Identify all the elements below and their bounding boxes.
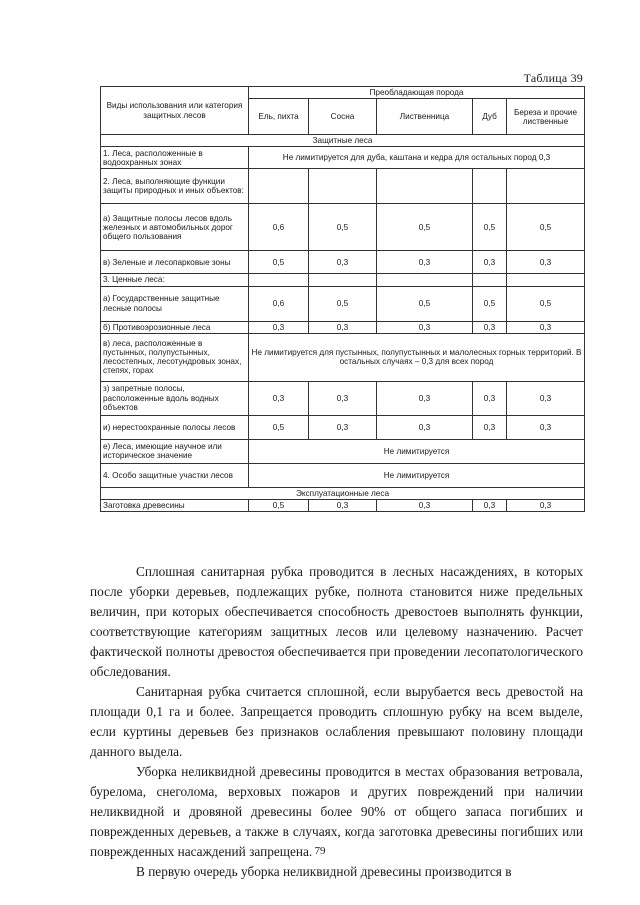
paragraph: В первую очередь уборка неликвидной древесины производится в [136, 864, 512, 879]
page-number: 79 [314, 845, 326, 857]
value-cell: 0,5 [249, 499, 309, 511]
value-cell: 0,3 [249, 321, 309, 333]
value-cell: 0,3 [309, 251, 377, 274]
value-cell: 0,3 [507, 321, 585, 333]
table-row [101, 147, 585, 169]
table-row [101, 333, 585, 381]
table-row [101, 439, 585, 463]
section-row-protective [101, 135, 585, 147]
table-row [101, 463, 585, 487]
row-label: б) Противоэрозионные леса [101, 321, 249, 333]
row-label: 3. Ценные леса: [101, 274, 249, 286]
value-cell: 0,3 [309, 321, 377, 333]
section-protective-forests: Защитные леса [101, 135, 585, 147]
body-text [90, 562, 583, 882]
value-cell: 0,3 [377, 381, 473, 415]
row-label: 1. Леса, расположенные в водоохранных зонах [101, 147, 249, 169]
value-cell: 0,5 [309, 204, 377, 251]
col-pine: Сосна [309, 99, 377, 135]
row-label: Заготовка древесины [101, 499, 249, 511]
row-label: в) Зеленые и лесопарковые зоны [101, 251, 249, 274]
value-cell: 0,5 [249, 251, 309, 274]
header-category: Виды использования или категория защитных лесов [101, 87, 249, 135]
row-label: з) запретные полосы, расположенные вдоль водных объектов [101, 381, 249, 415]
table-row [101, 499, 585, 511]
value-cell: 0,3 [377, 321, 473, 333]
row-note: Не лимитируется [249, 439, 585, 463]
value-cell: 0,5 [377, 204, 473, 251]
col-larch: Лиственница [377, 99, 473, 135]
value-cell: 0,5 [507, 286, 585, 321]
table-row [101, 251, 585, 274]
table-row [101, 204, 585, 251]
value-cell: 0,3 [309, 499, 377, 511]
paragraph: Санитарная рубка считается сплошной, если вырубается весь древостой на площади 0,1 га и более. Запрещается проводить сплошную рубку на всем выделе, если куртины деревьев без признаков ослабления превышают половину площади данного выдела. [90, 684, 583, 759]
value-cell: 0,3 [473, 381, 507, 415]
value-cell: 0,3 [473, 251, 507, 274]
value-cell: 0,3 [507, 415, 585, 439]
value-cell: 0,5 [309, 286, 377, 321]
value-cell: 0,3 [249, 381, 309, 415]
section-exploitation-forests: Эксплуатационные леса [101, 487, 585, 499]
row-label: е) Леса, имеющие научное или историческое значение [101, 439, 249, 463]
value-cell: 0,6 [249, 286, 309, 321]
row-note: Не лимитируется для пустынных, полупустынных и малолесных горных территорий. В остальных случаях – 0,3 для всех пород [249, 333, 585, 381]
table-row [101, 381, 585, 415]
value-cell: 0,3 [473, 415, 507, 439]
value-cell: 0,6 [249, 204, 309, 251]
col-birch-other: Береза и прочие лиственные [507, 99, 585, 135]
table-row [101, 321, 585, 333]
header-dominant-species: Преобладающая порода [249, 87, 585, 99]
value-cell: 0,3 [309, 415, 377, 439]
table-header-row [101, 87, 585, 99]
value-cell: 0,3 [507, 381, 585, 415]
row-note: Не лимитируется для дуба, каштана и кедра для остальных пород 0,3 [249, 147, 585, 169]
col-oak: Дуб [473, 99, 507, 135]
col-spruce-fir: Ель, пихта [249, 99, 309, 135]
table-row [101, 286, 585, 321]
table-title: Таблица 39 [523, 71, 583, 85]
value-cell: 0,3 [473, 499, 507, 511]
value-cell: 0,5 [249, 415, 309, 439]
cutting-density-table [100, 86, 585, 512]
table-row [101, 274, 585, 286]
value-cell: 0,5 [377, 286, 473, 321]
value-cell: 0,5 [507, 204, 585, 251]
row-label: и) нерестоохранные полосы лесов [101, 415, 249, 439]
value-cell: 0,3 [507, 499, 585, 511]
value-cell: 0,3 [377, 499, 473, 511]
value-cell: 0,3 [507, 251, 585, 274]
value-cell: 0,3 [473, 321, 507, 333]
paragraph: Уборка неликвидной древесины проводится в местах образования ветровала, бурелома, снеголома, верховых пожаров и других повреждений при наличии неликвидной и дровяной древесины более 90% от общего запаса погибших и поврежденных деревьев, а также в случаях, когда заготовка древесины погибших или поврежденных насаждений запрещена. [90, 764, 583, 859]
section-row-exploitation [101, 487, 585, 499]
paragraph: Сплошная санитарная рубка проводится в лесных насаждениях, в которых после уборки деревьев, подлежащих рубке, полнота становится ниже предельных величин, при которых обеспечивается способность древостоев выполнять функции, соответствующие категориям защитных лесов или целевому назначению. Расчет фактической полноты древостоя обеспечивается при проведении лесопатологического обследования. [90, 564, 583, 679]
value-cell: 0,3 [309, 381, 377, 415]
row-label: а) Защитные полосы лесов вдоль железных и автомобильных дорог общего пользования [101, 204, 249, 251]
value-cell: 0,5 [473, 204, 507, 251]
row-label: 2. Леса, выполняющие функции защиты природных и иных объектов: [101, 169, 249, 204]
value-cell: 0,3 [377, 251, 473, 274]
value-cell: 0,3 [377, 415, 473, 439]
table-row [101, 415, 585, 439]
row-label: а) Государственные защитные лесные полосы [101, 286, 249, 321]
table-row [101, 169, 585, 204]
row-note: Не лимитируется [249, 463, 585, 487]
row-label: в) леса, расположенные в пустынных, полупустынных, лесостепных, лесотундровых зонах, степях, горах [101, 333, 249, 381]
row-label: 4. Особо защитные участки лесов [101, 463, 249, 487]
value-cell: 0,5 [473, 286, 507, 321]
